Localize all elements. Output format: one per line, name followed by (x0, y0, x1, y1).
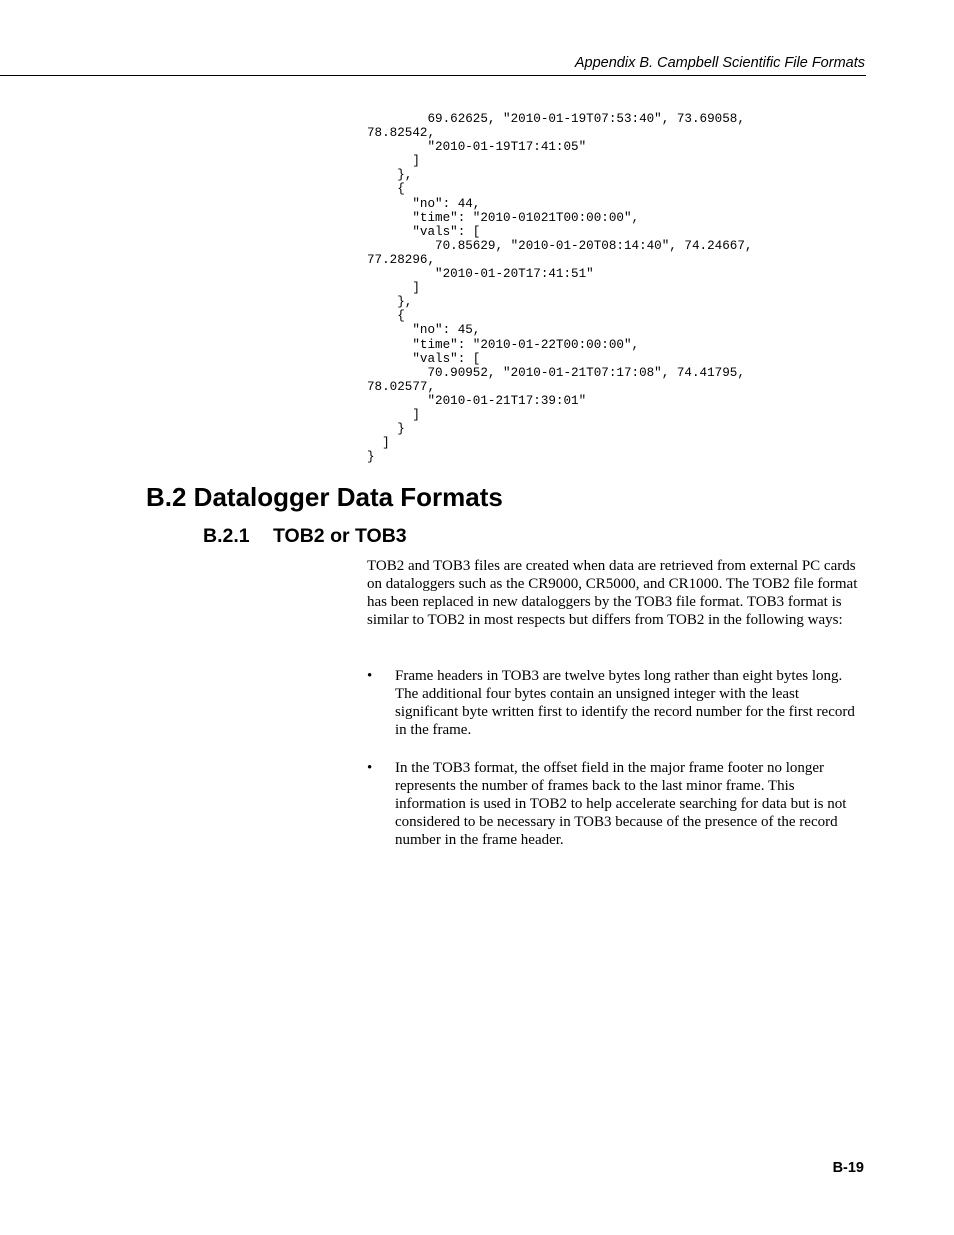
subsection-heading (203, 524, 407, 548)
intro-paragraph: TOB2 and TOB3 files are created when data are retrieved from external PC cards on dataloggers such as the CR9000, CR5000, and CR1000. The TOB2 file format has been replaced in new dataloggers by the TOB3 file format. TOB3 format is similar to TOB2 in most respects but differs from TOB2 in the following ways: (367, 558, 858, 628)
subsection-number: B.2.1 (203, 525, 250, 547)
json-code-listing: 69.62625, "2010-01-19T07:53:40", 73.69058, 78.82542, "2010-01-19T17:41:05" ] }, { "no": 44, "time": "2010-01021T00:00:00", "vals": [ 70.85629, "2010-01-20T08:14:40", 74.24667, 77.28296, "2010-01-20T17:41:51" ] }, { "no": 45, "time": "2010-01-22T00:00:00", "vals": [ 70.90952, "2010-01-21T07:17:08", 74.41795, 78.02577, "2010-01-21T17:39:01" ] } ] } (367, 112, 753, 465)
section-heading: B.2 Datalogger Data Formats (146, 482, 503, 512)
header-rule (0, 75, 866, 76)
differences-list (367, 667, 864, 869)
bullet-icon: • (367, 668, 373, 684)
list-item (367, 667, 864, 739)
subsection-title: TOB2 or TOB3 (273, 525, 407, 547)
page-number: B-19 (832, 1160, 864, 1176)
running-header-title: Appendix B. Campbell Scientific File Formats (574, 55, 865, 71)
bullet-icon: • (367, 760, 373, 776)
list-item-text: In the TOB3 format, the offset field in the major frame footer no longer represents the number of frames back to the last minor frame. This information is used in TOB2 to help accelerate searching for data but is not considered to be necessary in TOB3 because of the presence of the record number in the frame header. (395, 760, 847, 848)
list-item-text: Frame headers in TOB3 are twelve bytes long rather than eight bytes long. The additional four bytes contain an unsigned integer with the least significant byte written first to identify the record number for the first record in the frame. (395, 668, 855, 738)
list-item (367, 759, 864, 849)
